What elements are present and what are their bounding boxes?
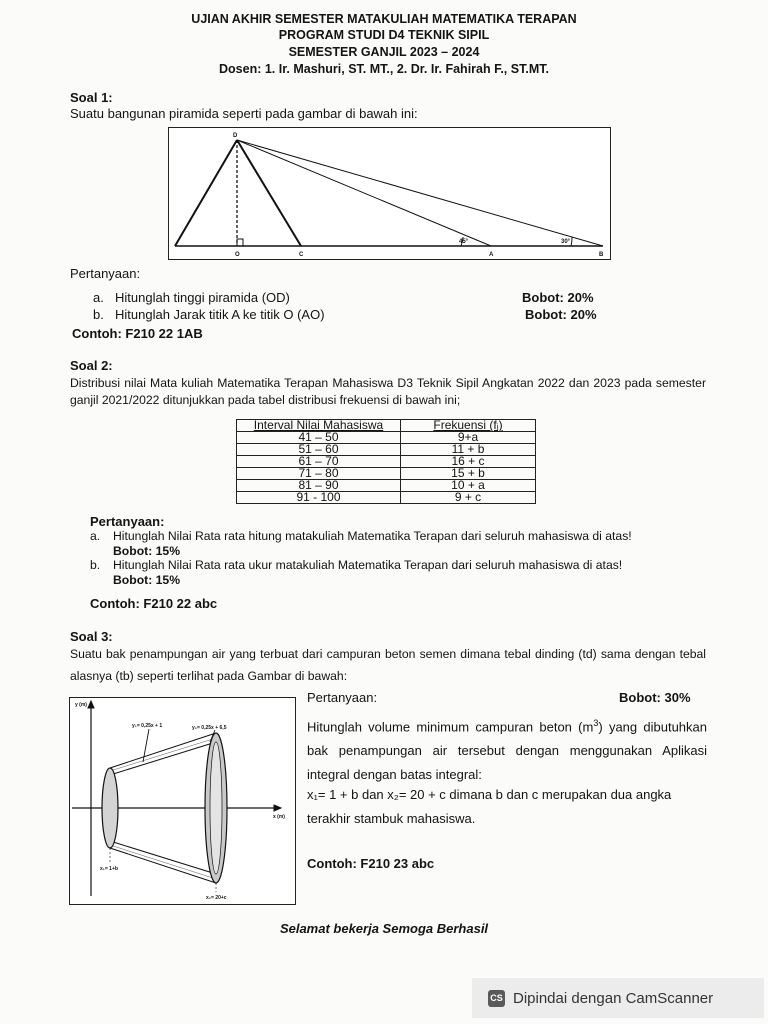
- table-cell-frequency: 16 + c: [401, 456, 536, 468]
- soal1-contoh: Contoh: F210 22 1AB: [72, 326, 203, 341]
- table-row: [237, 456, 536, 468]
- angle-arc-b: [571, 237, 572, 246]
- soal2-qb-bobot: Bobot: 15%: [113, 573, 181, 587]
- table-row: [237, 480, 536, 492]
- table-cell-interval: 71 – 80: [237, 468, 401, 480]
- soal2-qb-marker: b.: [90, 558, 101, 572]
- soal2-pertanyaan: Pertanyaan:: [90, 514, 165, 529]
- header-line-3: SEMESTER GANJIL 2023 – 2024: [288, 45, 480, 59]
- angle-label-a: 45°: [459, 239, 469, 245]
- soal1-title: Soal 1:: [70, 90, 113, 105]
- camscanner-text: Dipindai dengan CamScanner: [513, 989, 714, 1007]
- soal3-text: Suatu bak penampungan air yang terbuat dari campuran beton semen dimana tebal dinding (td) sama dengan tebal alasnya (tb) seperti terlihat pada Gambar di bawah:: [70, 647, 706, 683]
- soal1-qb-marker: b.: [93, 307, 104, 322]
- soal2-text: Distribusi nilai Mata kuliah Matematika Terapan Mahasiswa D3 Teknik Sipil Angkatan 2022 dan 2023 pada semester ganjil 2021/2022 ditunjukkan pada tabel distribusi frekuensi di bawah ini;: [70, 376, 706, 407]
- y-axis-label: y (m): [75, 702, 87, 708]
- label-d: D: [233, 133, 238, 139]
- table-cell-interval: 91 - 100: [237, 492, 401, 504]
- label-a: A: [489, 252, 494, 258]
- soal2-contoh: Contoh: F210 22 abc: [90, 596, 218, 611]
- label-o: O: [235, 252, 240, 258]
- x-axis-arrow: [274, 805, 281, 811]
- table-row: [237, 492, 536, 504]
- table-cell-frequency: 9 + c: [401, 492, 536, 504]
- header-line-1: UJIAN AKHIR SEMESTER MATAKULIAH MATEMATIKA TERAPAN: [191, 12, 577, 26]
- table-cell-interval: 51 – 60: [237, 444, 401, 456]
- tank-hatch-top: [110, 738, 216, 771]
- right-angle-mark: [237, 239, 243, 246]
- soal2-qa-marker: a.: [90, 529, 101, 543]
- closing-message: Selamat bekerja Semoga Berhasil: [279, 921, 489, 936]
- table-cell-interval: 61 – 70: [237, 456, 401, 468]
- tank-right-inner-ellipse: [210, 742, 222, 874]
- table-header-frequency: Frekuensi (fᵢ): [401, 420, 536, 432]
- soal2-qb: Hitunglah Nilai Rata rata ukur matakuliah Matematika Terapan dari seluruh mahasiswa di atas!: [113, 558, 623, 572]
- angle-label-b: 30°: [561, 239, 571, 245]
- camscanner-watermark: [472, 978, 764, 1018]
- soal2-qa-bobot: Bobot: 15%: [113, 544, 181, 558]
- soal1-text: Suatu bangunan piramida seperti pada gambar di bawah ini:: [70, 106, 418, 121]
- label-c: C: [299, 252, 304, 258]
- x1-label: x₁= 1+b: [100, 866, 118, 872]
- table-cell-interval: 41 – 50: [237, 432, 401, 444]
- table-row: [237, 432, 536, 444]
- table-cell-interval: 81 – 90: [237, 480, 401, 492]
- table-header-row: [237, 420, 536, 432]
- table-cell-frequency: 10 + a: [401, 480, 536, 492]
- label-b: B: [599, 252, 604, 258]
- soal2-title: Soal 2:: [70, 358, 113, 373]
- soal1-qa: Hitunglah tinggi piramida (OD): [115, 290, 290, 305]
- x2-label: x₂= 20+c: [206, 895, 227, 901]
- soal1-qb-bobot: Bobot: 20%: [525, 307, 597, 322]
- sightline-da: [237, 140, 491, 246]
- soal2-qa: Hitunglah Nilai Rata rata hitung matakuliah Matematika Terapan dari seluruh mahasiswa di atas!: [113, 529, 632, 543]
- soal1-qa-marker: a.: [93, 290, 104, 305]
- table-header-interval: Interval Nilai Mahasiswa: [237, 420, 401, 432]
- tank-bottom-inner: [110, 841, 216, 874]
- frequency-table: [236, 419, 536, 504]
- table-cell-frequency: 9+a: [401, 432, 536, 444]
- tank-top-inner: [110, 742, 216, 775]
- soal3-pertanyaan: Pertanyaan:: [307, 690, 378, 705]
- camscanner-logo-icon: CS: [488, 990, 505, 1007]
- soal1-qb: Hitunglah Jarak titik A ke titik O (AO): [115, 307, 325, 322]
- tank-left-ellipse: [102, 768, 118, 848]
- tank-top-outer: [110, 733, 216, 768]
- soal1-qa-bobot: Bobot: 20%: [522, 290, 594, 305]
- soal3-q1-end: ) yang dibutuhkan bak penampungan air tersebut dengan menggunakan Aplikasi integral dengan batas integral:: [307, 719, 707, 783]
- table-cell-frequency: 11 + b: [401, 444, 536, 456]
- tank-hatch-bottom: [110, 845, 216, 879]
- pyramid-left-edge: [175, 140, 237, 246]
- table-cell-frequency: 15 + b: [401, 468, 536, 480]
- soal1-pertanyaan: Pertanyaan:: [70, 266, 141, 281]
- y-axis-arrow: [88, 701, 94, 708]
- table-row: [237, 468, 536, 480]
- eq1-label: y₁= 0,25x + 1: [132, 723, 163, 729]
- table-row: [237, 444, 536, 456]
- soal3-question-limits: x₁= 1 + b dan x₂= 20 + c dimana b dan c merupakan dua angka terakhir stambuk mahasiswa.: [307, 787, 672, 826]
- pyramid-diagram: [168, 127, 611, 260]
- soal3-question-volume: [307, 711, 707, 787]
- header-lecturers: Dosen: 1. Ir. Mashuri, ST. MT., 2. Dr. Ir. Fahirah F., ST.MT.: [219, 62, 549, 76]
- eq2-label: y₂= 0,25x + 6,5: [192, 725, 227, 731]
- tank-bottom-outer: [110, 848, 216, 883]
- x-axis-label: x (m): [273, 814, 285, 820]
- soal3-title: Soal 3:: [70, 629, 113, 644]
- soal3-contoh: Contoh: F210 23 abc: [307, 856, 435, 871]
- water-tank-diagram: [69, 697, 296, 905]
- eq1-pointer: [143, 729, 149, 762]
- soal3-q1-superscript: 3: [593, 718, 599, 728]
- soal3-q1-start: Hitunglah volume minimum campuran beton (m: [307, 719, 594, 735]
- header-line-2: PROGRAM STUDI D4 TEKNIK SIPIL: [278, 28, 490, 42]
- soal3-bobot: Bobot: 30%: [619, 690, 691, 705]
